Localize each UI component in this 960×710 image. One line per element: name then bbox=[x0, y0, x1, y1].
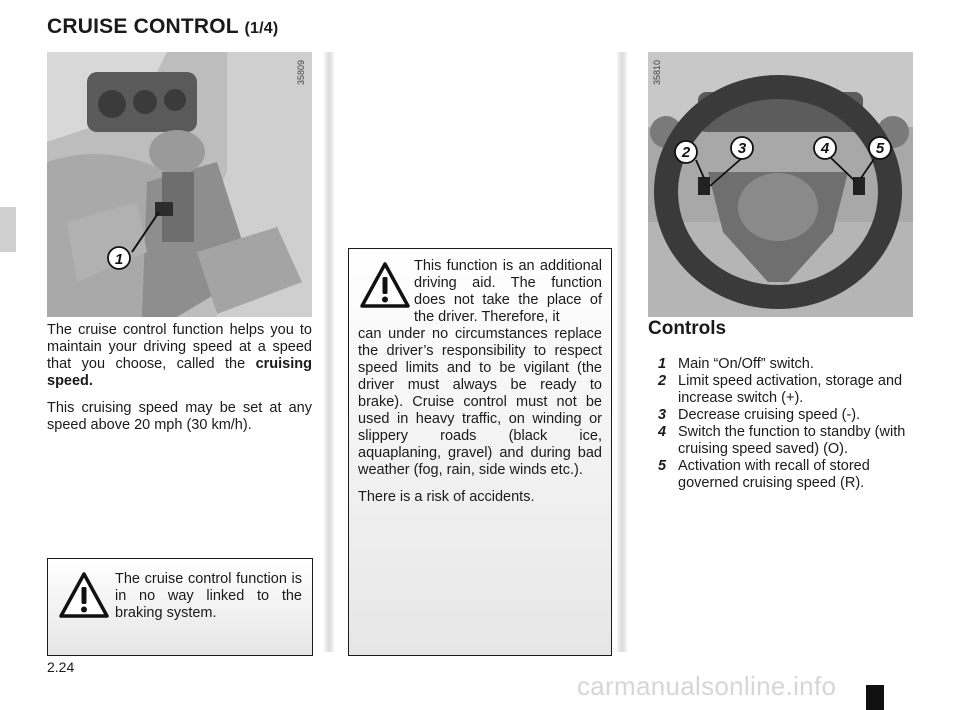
callout-2: 2 bbox=[681, 144, 691, 161]
intro-paragraph-2: This cruising speed may be set at any speed above 20 mph (30 km/h). bbox=[47, 400, 312, 433]
list-item: 5 Activation with recall of stored governed cruising speed (R). bbox=[658, 458, 870, 491]
column-divider-right bbox=[617, 52, 627, 652]
corner-marker bbox=[866, 685, 884, 710]
warning-triangle-icon bbox=[58, 571, 110, 619]
warning-braking-text: The cruise control function is in no way linked to the braking system. bbox=[115, 571, 302, 621]
figure-gearshift-photo bbox=[47, 52, 312, 317]
page-title bbox=[47, 15, 278, 39]
list-item: 2 Limit speed activation, storage and increase switch (+). bbox=[658, 373, 903, 406]
page-number: 2.24 bbox=[47, 659, 75, 675]
list-item: 1 Main “On/Off” switch. bbox=[658, 356, 814, 372]
warning-driving-aid-text bbox=[358, 326, 602, 506]
steering-wheel-illustration bbox=[648, 52, 913, 317]
controls-list bbox=[658, 356, 913, 492]
column-divider-left bbox=[324, 52, 334, 652]
watermark: carmanualsonline.info bbox=[577, 671, 837, 701]
warning-triangle-icon bbox=[359, 261, 411, 309]
callout-4: 4 bbox=[820, 140, 830, 157]
figure-ref-right: 35810 bbox=[652, 60, 662, 86]
intro-paragraph-1: The cruise control function helps you to maintain your driving speed at a speed that you choose, called the cruising speed. bbox=[47, 322, 312, 389]
controls-heading: Controls bbox=[648, 318, 727, 339]
figure-steering-wheel-photo bbox=[648, 52, 913, 317]
gearshift-illustration bbox=[47, 52, 312, 317]
warning-driving-aid-paragraph: can under no circumstances replace the driver’s responsibility to respect speed limits and to be vigilant (the driver must always be ready to brake). Cruise control must not be used in heavy traffic, on winding or slippery roads (black ice, aquaplaning, gravel) and during bad weather (fog, rain, side winds etc.). bbox=[358, 326, 602, 478]
warning-box-driving-aid bbox=[348, 248, 612, 656]
warning-risk-paragraph: There is a risk of accidents. bbox=[358, 489, 535, 505]
title-text: CRUISE CONTROL bbox=[47, 15, 239, 38]
warning-box-braking bbox=[47, 558, 313, 656]
callout-3: 3 bbox=[737, 140, 747, 157]
figure-ref-left: 35809 bbox=[296, 60, 306, 86]
warning-driving-aid-text-wrap: This function is an additional driving aid. The function does not take the place of the driver. Therefore, it bbox=[414, 258, 602, 325]
section-tab bbox=[0, 207, 16, 252]
title-part: (1/4) bbox=[244, 20, 279, 37]
list-item: 3 Decrease cruising speed (-). bbox=[658, 407, 861, 423]
callout-1: 1 bbox=[114, 251, 124, 268]
intro-text bbox=[47, 322, 312, 444]
list-item: 4 Switch the function to standby (with cruising speed saved) (O). bbox=[658, 424, 906, 457]
callout-5: 5 bbox=[875, 140, 885, 157]
